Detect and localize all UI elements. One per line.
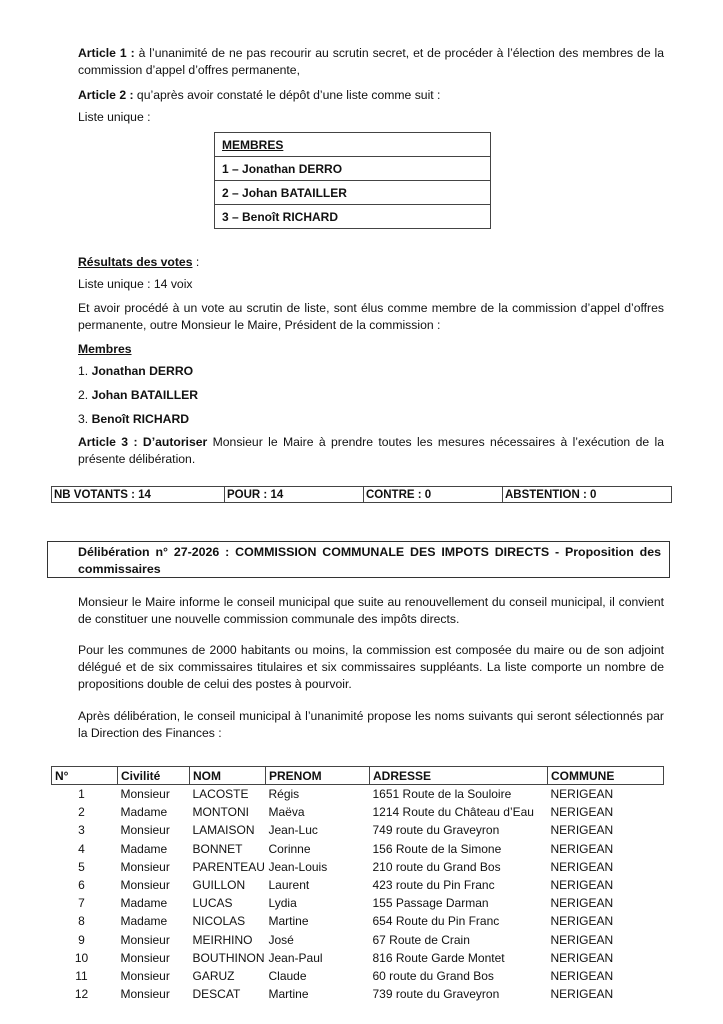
- article-1: [78, 45, 664, 79]
- membre-elu-item: 3. Benoît RICHARD: [78, 412, 190, 426]
- deliberation-title-box: [47, 541, 670, 578]
- liste-unique-label: Liste unique :: [78, 110, 151, 124]
- cell-commune: NERIGEAN: [550, 896, 614, 911]
- cell-nom: LUCAS: [192, 896, 233, 911]
- col-header-num: N°: [52, 767, 118, 785]
- cell-commune: NERIGEAN: [550, 968, 614, 983]
- cell-adresse: 1651 Route de la Souloire: [372, 787, 512, 802]
- cell-adresse: 155 Passage Darman: [372, 896, 489, 911]
- deliberation-title-line2: commissaires: [78, 562, 161, 576]
- table-row: [52, 785, 664, 804]
- cell-prenom: Martine: [268, 987, 309, 1002]
- cell-prenom: Jean-Luc: [268, 823, 318, 838]
- cell-prenom: Lydia: [268, 896, 297, 911]
- cell-adresse: 210 route du Grand Bos: [372, 859, 501, 874]
- cell-nom: MONTONI: [192, 805, 249, 820]
- table-row: [52, 931, 664, 949]
- cell-commune: NERIGEAN: [550, 787, 614, 802]
- col-header-civilite: Civilité: [118, 767, 190, 785]
- paragraph-info: Monsieur le Maire informe le conseil municipal que suite au renouvellement du conseil municipal, il convient de constituer une nouvelle commission communale des impôts directs.: [78, 595, 664, 626]
- table-row: [52, 967, 664, 985]
- article-3-text: Monsieur le Maire à prendre toutes les mesures nécessaires à l’exécution de la présente délibération.: [78, 435, 664, 466]
- cell-nom: LAMAISON: [192, 823, 255, 838]
- cell-prenom: Claude: [268, 968, 307, 983]
- cell-civilite: Monsieur: [120, 823, 170, 838]
- cell-civilite: Madame: [120, 805, 168, 820]
- cell-civilite: Monsieur: [120, 859, 170, 874]
- nb-votants: NB VOTANTS : 14: [52, 487, 225, 503]
- liste-votes: Liste unique : 14 voix: [78, 277, 193, 291]
- cell-civilite: Monsieur: [120, 787, 170, 802]
- cell-civilite: Madame: [120, 914, 168, 929]
- deliberation-title-line1: Délibération n° 27-2026 : COMMISSION COMMUNALE DES IMPOTS DIRECTS - Proposition des: [78, 545, 661, 559]
- cell-prenom: Maëva: [268, 805, 305, 820]
- cell-commune: NERIGEAN: [550, 859, 614, 874]
- cell-prenom: Corinne: [268, 841, 311, 856]
- commissaires-table: [51, 766, 664, 1003]
- membres-table-row: 3 – Benoît RICHARD: [215, 205, 491, 229]
- cell-num: 11: [75, 968, 88, 983]
- cell-prenom: Jean-Louis: [268, 859, 328, 874]
- cell-adresse: 60 route du Grand Bos: [372, 968, 494, 983]
- cell-civilite: Monsieur: [120, 987, 170, 1002]
- cell-adresse: 739 route du Graveyron: [372, 987, 500, 1002]
- resultats-text: Et avoir procédé à un vote au scrutin de liste, sont élus comme membre de la commission d’appel d’offres permanente, outre Monsieur le Maire, Président de la commission :: [78, 301, 664, 332]
- table-row: [52, 821, 664, 839]
- paragraph-proposition: Après délibération, le conseil municipal à l’unanimité propose les noms suivants qui seront sélectionnés par la Direction des Finances :: [78, 709, 664, 740]
- table-row: [52, 876, 664, 894]
- cell-commune: NERIGEAN: [550, 878, 614, 893]
- cell-adresse: 749 route du Graveyron: [372, 823, 500, 838]
- cell-commune: NERIGEAN: [550, 823, 614, 838]
- article-3-label: Article 3 : D’autoriser: [78, 435, 208, 449]
- paragraph-composition: Pour les communes de 2000 habitants ou moins, la commission est composée du maire ou de son adjoint délégué et de six commissaires titulaires et six commissaires suppléants. La liste comporte un nombre de propositions double de celui des postes à pourvoir.: [78, 643, 664, 691]
- article-2-text: qu’après avoir constaté le dépôt d’une liste comme suit :: [133, 88, 441, 102]
- cell-civilite: Madame: [120, 841, 168, 856]
- cell-prenom: Régis: [268, 787, 300, 802]
- cell-nom: GARUZ: [192, 968, 235, 983]
- col-header-prenom: PRENOM: [266, 767, 370, 785]
- votes-contre: CONTRE : 0: [364, 487, 503, 503]
- cell-num: 3: [78, 823, 85, 838]
- cell-num: 2: [78, 805, 85, 820]
- cell-commune: NERIGEAN: [550, 987, 614, 1002]
- cell-adresse: 67 Route de Crain: [372, 932, 470, 947]
- cell-commune: NERIGEAN: [550, 841, 614, 856]
- cell-civilite: Madame: [120, 896, 168, 911]
- table-row: [52, 894, 664, 912]
- cell-num: 12: [74, 987, 89, 1002]
- cell-civilite: Monsieur: [120, 968, 170, 983]
- cell-adresse: 1214 Route du Château d’Eau: [372, 805, 534, 820]
- cell-num: 10: [74, 950, 89, 965]
- table-row: [52, 803, 664, 821]
- cell-nom: GUILLON: [192, 878, 246, 893]
- article-1-label: Article 1 :: [78, 46, 135, 60]
- membres-table-row: 2 – Johan BATAILLER: [215, 181, 491, 205]
- table-row: [52, 985, 664, 1003]
- resultats-heading: Résultats des votes :: [78, 255, 200, 269]
- table-row: [52, 840, 664, 858]
- table-row: [52, 949, 664, 967]
- cell-commune: NERIGEAN: [550, 950, 614, 965]
- cell-nom: BOUTHINON: [192, 950, 265, 965]
- membres-table-row: 1 – Jonathan DERRO: [215, 157, 491, 181]
- membres-list-table: [214, 132, 491, 229]
- cell-civilite: Monsieur: [120, 950, 170, 965]
- membres-elus-heading: Membres: [78, 342, 132, 356]
- cell-nom: BONNET: [192, 841, 243, 856]
- membre-elu-item: 1. Jonathan DERRO: [78, 364, 194, 378]
- votes-abstention: ABSTENTION : 0: [503, 487, 672, 503]
- cell-prenom: José: [268, 932, 294, 947]
- vote-summary-table: [51, 486, 672, 503]
- cell-num: 5: [78, 859, 85, 874]
- article-1-text: à l’unanimité de ne pas recourir au scrutin secret, et de procéder à l’élection des membres de la commission d’appel d’offres permanente,: [78, 46, 665, 77]
- col-header-commune: COMMUNE: [548, 767, 664, 785]
- col-header-adresse: ADRESSE: [370, 767, 548, 785]
- cell-nom: PARENTEAU: [192, 859, 265, 874]
- cell-commune: NERIGEAN: [550, 805, 614, 820]
- table-header-row: [52, 767, 664, 785]
- article-2-label: Article 2 :: [78, 88, 134, 102]
- membre-elu-item: 2. Johan BATAILLER: [78, 388, 199, 402]
- cell-adresse: 654 Route du Pin Franc: [372, 914, 500, 929]
- col-header-nom: NOM: [190, 767, 266, 785]
- cell-prenom: Laurent: [268, 878, 310, 893]
- membres-table-header: MEMBRES: [215, 133, 491, 157]
- cell-adresse: 816 Route Garde Montet: [372, 950, 505, 965]
- cell-num: 7: [78, 896, 85, 911]
- cell-adresse: 156 Route de la Simone: [372, 841, 502, 856]
- table-row: [52, 858, 664, 876]
- cell-num: 1: [78, 787, 85, 802]
- cell-prenom: Martine: [268, 914, 309, 929]
- cell-num: 6: [78, 878, 85, 893]
- cell-nom: MEIRHINO: [192, 932, 253, 947]
- cell-num: 8: [78, 914, 85, 929]
- article-3: [78, 434, 664, 468]
- cell-civilite: Monsieur: [120, 932, 170, 947]
- cell-civilite: Monsieur: [120, 878, 170, 893]
- votes-pour: POUR : 14: [225, 487, 364, 503]
- cell-commune: NERIGEAN: [550, 914, 614, 929]
- cell-nom: LACOSTE: [192, 787, 249, 802]
- cell-nom: NICOLAS: [192, 914, 246, 929]
- cell-commune: NERIGEAN: [550, 932, 614, 947]
- cell-prenom: Jean-Paul: [268, 950, 323, 965]
- table-row: [52, 912, 664, 930]
- cell-adresse: 423 route du Pin Franc: [372, 878, 495, 893]
- article-2: [78, 87, 664, 104]
- cell-num: 4: [78, 841, 85, 856]
- cell-nom: DESCAT: [192, 987, 241, 1002]
- cell-num: 9: [78, 932, 85, 947]
